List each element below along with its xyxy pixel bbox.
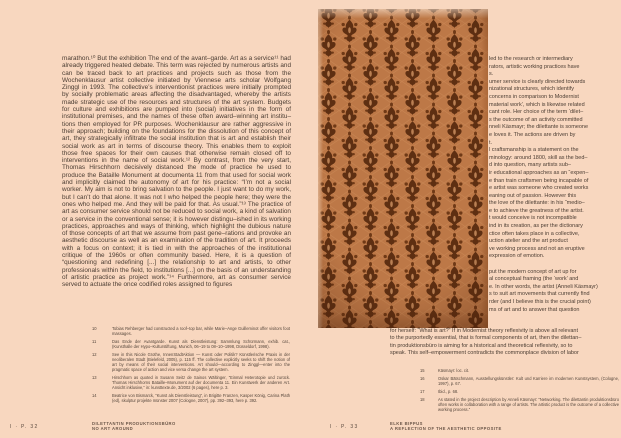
left-page-number: I · P. 32 — [10, 424, 39, 430]
footnote-text: Ibid., p. 68. — [438, 389, 459, 394]
footnote-text: Hirschhorn as quoted in Susann Seitz de Sainos Wältinger, “Einmal Heterotopie und zurück. Thomas Hirschhorns Bataille–Monument auf der documenta 11. Ein Kunstwerk der anderen Art. Ansicht inklusive,” in: kunsttexte.de, 3/2002 (6 pages), here p. 3. — [112, 375, 290, 390]
right-page-clipped-text — [489, 56, 619, 314]
clipped-text-line: put the modern concept of art up for — [489, 268, 577, 275]
text-line: for herself: “What is art?” If in Modernist theory reflexivity is above all relevant — [390, 328, 578, 334]
text-line: speak. This self–empowerment contradicts the commonplace division of labor — [390, 349, 579, 356]
right-footer-credit-line2: A REFLECTION OF THE AESTHETIC OPPOSITE — [390, 426, 502, 432]
left-footer-credit — [92, 421, 176, 432]
left-page-body-text: marathon.¹⁰ But the exhibition The end of the avant–garde. Art as a service¹¹ had already triggered heated debate. This term was rejected by numerous artists and can be traced back to art practices and projects such as those from the Wochenklausur artist collective initiated by Viennese arts scholar Wolfgang Zinggl in 1993. The collective’s interventionist practices were initially prompted by socially problematic areas affecting the disadvantaged, whereby the artists made strategic use of the resources and structures of the art system. Budgets for culture and exhibitions are pumped into (social) initiatives in the form of institutional premises, and the names of these often award–winning art institu–tions then employed for PR purposes. Wochenklausur are rather aggressive in their approach; building on the foundations for the dissolution of this concept of art, they strategically infiltrate the social institution that is art and establish their social work as art in terms of discourse theory. This enables them to exploit those free spaces for their own causes that otherwise remain closed off to interventions in the name of social work.¹² By contrast, from the very start, Thomas Hirschhorn decisively distanced the mode of practice he used to produce the Bataille Monument at documenta 11 from that used for social work and implicitly claimed the autonomy of art for his practice: “I’m not a social worker. My aim is not to bring salvation to the people. I just want to do my work, but I can’t do that alone. It was not I who helped the people here; they were the ones who helped me. And they will be paid for that. As usual.”¹³ The practice of art as consumer service should not be reduced to social work, a kind of salvation or a service in the conventional sense; it is however distingu–ished in its working practices, approaches and ways of thinking, which highlight the dubious nature of those concepts of art that we assume from past gene–rations and provoke an aesthetic discourse as well as an examination of the tradition of art. It proceeds with a focus on context; it is tied in with the approaches of the institutional critique of the 1960s or often community based. Here, it is a question of “questioning and redefining [...] the relationship to art and artists, to other professionals within the field, to institutions [...] on the basis of an understanding of artistic practice as project work.”¹⁴ Furthermore, art as consumer service served to actuate the once codified roles assigned to figures — [62, 55, 291, 289]
clipped-text-line: concerns in comparison to Modernist — [489, 93, 579, 100]
clipped-text-line: t. — [489, 139, 493, 146]
text-line: to the purportedly essential, that is formal components of art, then the dilettan– — [390, 335, 582, 342]
clipped-text-line: ind in its creation, as per the dictionary — [489, 223, 583, 230]
footnote-number: 10 — [92, 326, 97, 331]
clipped-text-line: l craftsmanship is a statement on the — [489, 147, 579, 154]
footnote-number: 15 — [420, 368, 425, 373]
clipped-text-line: ctice often takes place in a collective, — [489, 230, 580, 237]
footnote-number: 16 — [420, 376, 425, 381]
clipped-text-line: s the outcome of an activity committed — [489, 116, 583, 123]
clipped-text-line: eaning out of passion. However this — [489, 192, 577, 199]
footnote-number: 18 — [420, 397, 425, 402]
footnote-text: Oskar Bätschmann, Ausstellungskünstler: Kult und Karriere im modernen Kunstsystem, (Cologne, 1997), p. 67. — [438, 376, 619, 386]
clipped-text-line: ir educational approaches as an “expen– — [489, 169, 589, 176]
clipped-text-line: e loves it. The actions are driven by — [489, 131, 576, 138]
clipped-text-line: e than train craftsmen being incapable of — [489, 177, 589, 184]
clipped-text-line: led to the research or intermediary — [489, 56, 573, 62]
clipped-text-line: d into question, many artists sub– — [489, 162, 571, 169]
right-footer-credit-line1: ELKE BIPPUS — [390, 421, 423, 426]
right-page-full-text — [390, 328, 621, 357]
footnote — [420, 376, 619, 386]
footnote-number: 11 — [92, 339, 97, 344]
left-page-footnotes — [92, 326, 290, 406]
clipped-text-line: uction atelier and the art product — [489, 238, 568, 245]
footnote-text: As stated in the project description by Anneli Käsmayr: “Networking. The dilettantin produktionsbüro often works in collaboration with a range of artists. The artistic product is the outcome of a collective working process.” — [438, 397, 619, 412]
clipped-text-line: al conceptual framing (the ‘work’ and — [489, 276, 579, 283]
footnote-number: 14 — [92, 393, 97, 398]
damask-pattern-graphic — [318, 9, 488, 328]
clipped-text-line: nizational structures, which identify — [489, 86, 574, 93]
footnote-text: Tobias Rehberger had constructed a roof–top bar, while Marie–Ange Guilleminot offer visitors foot massages. — [112, 326, 290, 336]
footnote-text: See in this Nicole Grothe, InnenStadtAktion — Kunst oder Politik? Künstlerische Praxis in der neoliberalen Stadt (Bielefeld, 2005), p. 115 ff. The collective explicitly seeks to shift the notion of art by means of their social interventions. Art should—according to Zinggl—enter into the pragmatic space of action and vice versa change the art system. — [112, 352, 290, 372]
clipped-text-line: ms of art and to answer that question — [489, 306, 580, 313]
footnote-text: Beatrice von Bismarck, “Kunst als Dienstleistung”, in Brigitte Franzen, Kasper König, Carina Plath (ed), skulptur projekte münster 2007 (Cologne, 2007), pp. 392–393, here p. 392. — [112, 393, 290, 403]
clipped-text-line: s. — [489, 71, 494, 78]
footnote — [420, 397, 619, 412]
damask-wallpaper-photo — [318, 9, 488, 328]
clipped-text-line: material work’, which is likewise related — [489, 101, 585, 108]
footnote-number: 17 — [420, 389, 425, 394]
footnote-number: 12 — [92, 352, 97, 357]
right-page-footnotes — [420, 368, 619, 415]
right-footer-credit — [390, 421, 502, 432]
footnote-text: Käsmayr: loc. cit. — [438, 368, 470, 373]
clipped-text-line: cant role. Her choice of the term ‘dilet– — [489, 109, 584, 116]
text-line: tin produktionsbüro is aiming for a historical and theoretical reflexivity, so to — [390, 342, 573, 349]
right-page-number: I · P. 33 — [330, 424, 359, 430]
clipped-text-line: e to achieve the greatness of the artist. — [489, 207, 584, 214]
footnote — [92, 393, 290, 403]
left-footer-credit-line1: DILETTANTIN PRODUKTIONSBÜRO — [92, 421, 176, 426]
clipped-text-line: ve working process and not an eruptive — [489, 245, 585, 252]
footnote — [92, 326, 290, 336]
clipped-text-line: minology: around 1800, skill as the bed– — [489, 154, 588, 161]
clipped-text-line: t would conceive is not incompatible — [489, 215, 577, 222]
footnote-text: Das Ende der Avantgarde. Kunst als Dienstleistung: Sammlung Schürmann, exhib. cat., (Kunsthalle der Hypo–Kulturstiftung, Munich, 06–19 to 08–10–1998, Düsseldorf, 1998). — [112, 339, 290, 349]
clipped-text-line: expression of emotion. — [489, 253, 545, 260]
clipped-text-line: the love of the dilettante: in his “medio– — [489, 200, 585, 207]
clipped-text-line: s to suit art movements that currently find — [489, 291, 590, 298]
footnote — [420, 368, 619, 373]
footnote-number: 13 — [92, 375, 97, 380]
clipped-text-line: rators, artistic working practices have — [489, 63, 580, 70]
footnote — [92, 352, 290, 372]
left-footer-credit-line2: NO ART AROUND — [92, 426, 134, 432]
clipped-text-line: e. In other words, the artist (Anneli Käsmayr) — [489, 283, 598, 290]
clipped-text-line — [489, 261, 619, 269]
footnote — [92, 339, 290, 349]
footnote — [420, 389, 619, 394]
clipped-text-line: e artist was someone who created works — [489, 185, 589, 192]
clipped-text-line: nneli Käsmayr; the dilettante is someone — [489, 124, 589, 131]
footnote — [92, 375, 290, 390]
clipped-text-line: umer service is clearly directed towards — [489, 78, 586, 85]
clipped-text-line: rder (and I believe this is the crucial point) — [489, 299, 591, 305]
